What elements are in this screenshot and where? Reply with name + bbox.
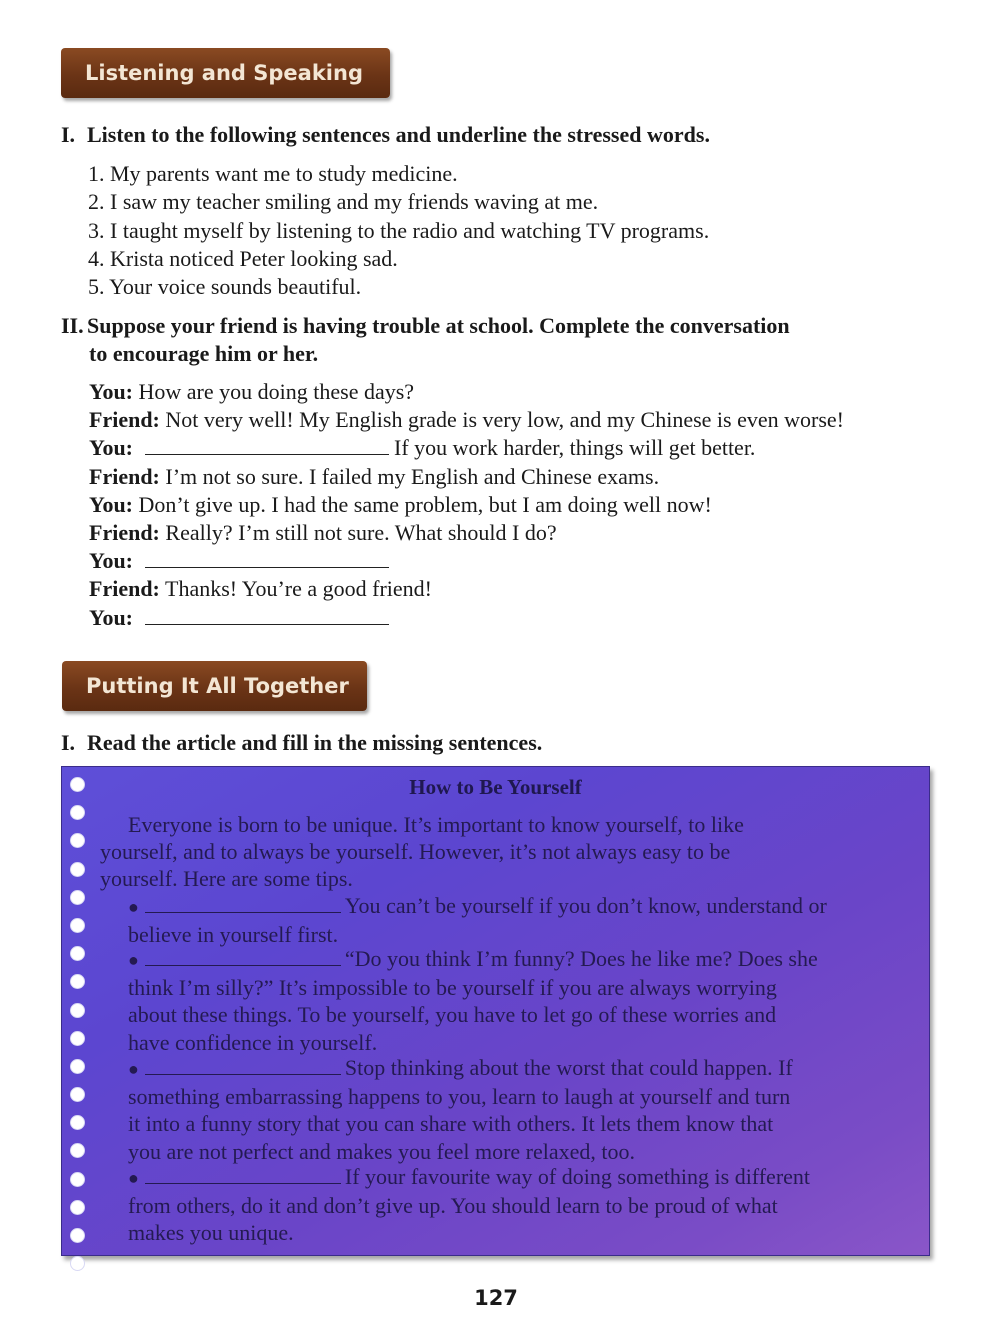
tip-text-line: think I’m silly?” It’s impossible to be yourself if you are always worrying — [128, 975, 777, 1001]
line-text: Don’t give up. I had the same problem, but I am doing well now! — [138, 491, 712, 517]
line-text: How are you doing these days? — [138, 379, 415, 404]
ring-hole — [70, 1228, 85, 1243]
tip-text: “Do you think I’m funny? Does he like me? Does she — [344, 946, 818, 971]
bullet-icon: ● — [128, 950, 139, 970]
speaker-label: You: — [89, 548, 134, 574]
answer-blank[interactable] — [145, 436, 389, 455]
exercise-instruction-line2: to encourage him or her. — [89, 341, 319, 366]
speaker-label: You: — [89, 491, 134, 517]
conversation-line — [89, 463, 969, 491]
article-intro — [100, 811, 744, 893]
bullet-icon: ● — [128, 1168, 139, 1188]
ring-hole — [70, 1200, 85, 1215]
article-tip-1 — [128, 892, 827, 948]
conversation-line — [89, 434, 969, 462]
sentence-item: 4. Krista noticed Peter looking sad. — [88, 245, 398, 271]
tip-text-line: you are not perfect and makes you feel more relaxed, too. — [128, 1138, 636, 1164]
article-tip-4 — [128, 1163, 810, 1247]
speaker-label: You: — [89, 604, 134, 630]
sentence-item: 3. I taught myself by listening to the radio and watching TV programs. — [88, 217, 710, 243]
ring-hole — [70, 1256, 85, 1271]
conversation-line — [89, 519, 969, 547]
line-text: Really? I’m still not sure. What should I do? — [165, 520, 557, 546]
ring-hole — [70, 974, 85, 989]
notebook-rings — [70, 777, 90, 1284]
tip-text-line: believe in yourself first. — [128, 922, 339, 948]
tip-text-line: from others, do it and don’t give up. You should learn to be proud of what — [128, 1193, 778, 1219]
ring-hole — [70, 1143, 85, 1158]
tip-text-line: makes you unique. — [128, 1220, 294, 1246]
tip-text-line: have confidence in yourself. — [128, 1029, 378, 1055]
line-text: Thanks! You’re a good friend! — [165, 576, 432, 602]
article-tip-2 — [128, 945, 818, 1056]
ring-hole — [70, 1087, 85, 1102]
line-text: I’m not so sure. I failed my English and Chinese exams. — [165, 463, 660, 489]
conversation-line — [89, 547, 969, 575]
exercise-number: I. — [61, 122, 76, 147]
speaker-label: You: — [89, 435, 134, 461]
tip-text: You can’t be yourself if you don’t know, understand or — [344, 893, 827, 918]
tip-text-line: something embarrassing happens to you, learn to laugh at yourself and turn — [128, 1084, 791, 1110]
section-banner-listening-speaking: Listening and Speaking — [61, 48, 390, 98]
ring-hole — [70, 946, 85, 961]
exercise-2-heading — [61, 312, 951, 368]
conversation-line — [89, 378, 969, 406]
section-banner-putting-together: Putting It All Together — [62, 661, 367, 711]
ring-hole — [70, 918, 85, 933]
speaker-label: Friend: — [89, 576, 160, 602]
tip-text-line: it into a funny story that you can share with others. It lets them know that — [128, 1111, 774, 1137]
ring-hole — [70, 1172, 85, 1187]
ring-hole — [70, 1115, 85, 1130]
ring-hole — [70, 833, 85, 848]
sentence-item: 5. Your voice sounds beautiful. — [88, 274, 362, 300]
exercise-instruction: Listen to the following sentences and underline the stressed words. — [87, 122, 710, 147]
sentence-item: 1. My parents want me to study medicine. — [88, 161, 458, 186]
exercise-instruction: Read the article and fill in the missing sentences. — [87, 730, 543, 755]
bullet-icon: ● — [128, 897, 139, 917]
speaker-label: Friend: — [89, 463, 160, 489]
article-intro-line: Everyone is born to be unique. It’s important to know yourself, to like — [128, 812, 744, 837]
article-card — [61, 766, 930, 1256]
article-intro-line: yourself, and to always be yourself. However, it’s not always easy to be — [100, 839, 731, 865]
bullet-icon: ● — [128, 1059, 139, 1079]
article-answer-blank[interactable] — [145, 1056, 341, 1075]
page-number: 127 — [474, 1286, 518, 1310]
conversation-line — [89, 575, 969, 603]
ring-hole — [70, 1003, 85, 1018]
ring-hole — [70, 805, 85, 820]
conversation-line — [89, 491, 969, 519]
tip-text: Stop thinking about the worst that could happen. If — [344, 1055, 793, 1080]
answer-blank[interactable] — [145, 606, 389, 625]
article-answer-blank[interactable] — [145, 947, 341, 966]
exercise-number: I. — [61, 730, 76, 755]
line-text: If you work harder, things will get better. — [394, 435, 756, 461]
article-title: How to Be Yourself — [409, 775, 582, 799]
ring-hole — [70, 862, 85, 877]
exercise-number: II. — [61, 313, 84, 338]
ring-hole — [70, 1059, 85, 1074]
conversation-line — [89, 406, 969, 434]
tip-text: If your favourite way of doing something is different — [344, 1164, 811, 1189]
line-text: Not very well! My English grade is very low, and my Chinese is even worse! — [165, 407, 844, 433]
speaker-label: You: — [89, 379, 134, 404]
conversation — [89, 378, 969, 632]
tip-text-line: about these things. To be yourself, you have to let go of these worries and — [128, 1002, 777, 1028]
ring-hole — [70, 1031, 85, 1046]
speaker-label: Friend: — [89, 407, 160, 433]
answer-blank[interactable] — [145, 549, 389, 568]
exercise-instruction-line1: Suppose your friend is having trouble at school. Complete the conversation — [87, 313, 790, 338]
article-intro-line: yourself. Here are some tips. — [100, 866, 353, 892]
article-exercise-heading — [61, 729, 951, 757]
exercise-1-heading — [61, 121, 951, 149]
article-answer-blank[interactable] — [145, 894, 341, 913]
article-tip-3 — [128, 1054, 793, 1165]
ring-hole — [70, 890, 85, 905]
article-answer-blank[interactable] — [145, 1165, 341, 1184]
conversation-line — [89, 604, 969, 632]
speaker-label: Friend: — [89, 520, 160, 546]
sentence-item: 2. I saw my teacher smiling and my friends waving at me. — [88, 189, 599, 215]
sentence-list — [88, 160, 948, 301]
